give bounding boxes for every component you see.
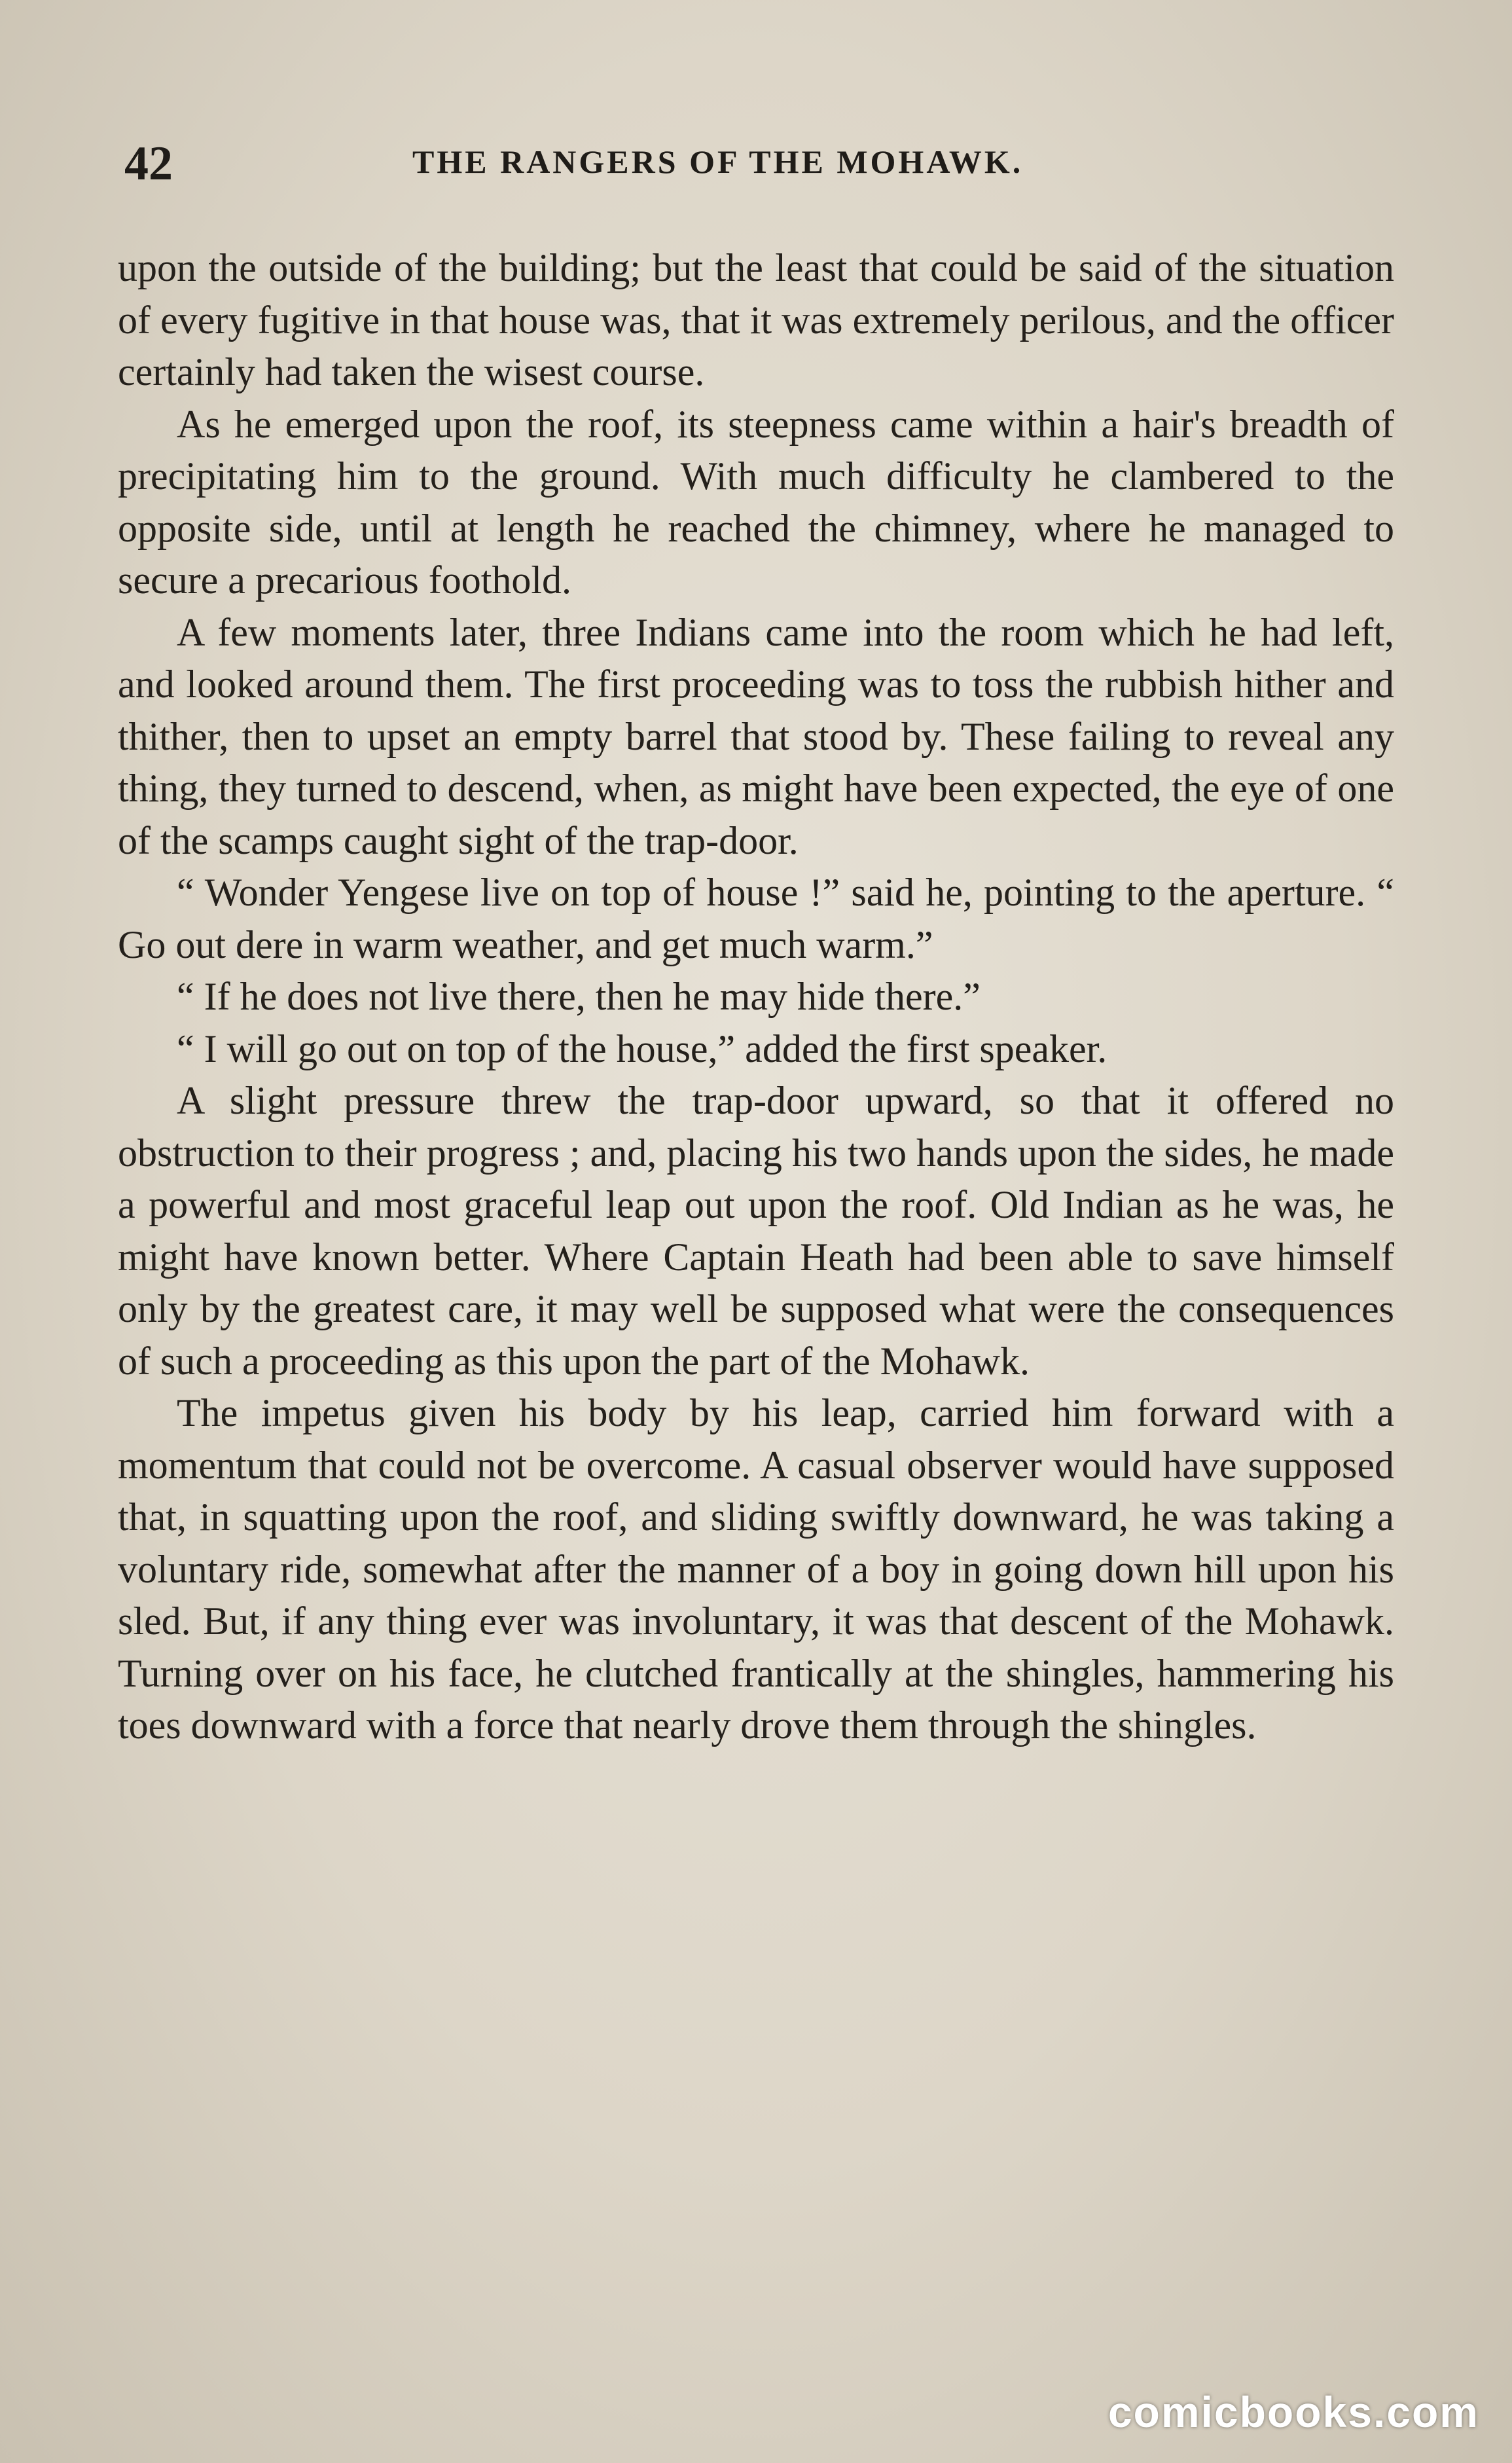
paragraph-4: “ Wonder Yengese live on top of house !” said he, pointing to the aperture. “ Go out dere in warm weather, and get much warm.”: [118, 871, 1394, 966]
paragraph-8: The impetus given his body by his leap, carried him forward with a momentum that could not be overcome. A casual observer would have supposed that, in squatting upon the roof, and sliding swiftly downward, he was taking a voluntary ride, somewhat after the manner of a boy in going down hill upon his sled. But, if any thing ever was involuntary, it was that descent of the Mohawk. Turning over on his face, he clutched frantically at the shingles, hammering his toes downward with a force that nearly drove them through the shingles.: [118, 1391, 1394, 1747]
paragraph-2: As he emerged upon the roof, its steepness came within a hair's breadth of precipitating him to the ground. With much difficulty he clambered to the opposite side, until at length he reached the chimney, where he managed to secure a precarious foothold.: [118, 402, 1394, 602]
paragraph-3: A few moments later, three Indians came into the room which he had left, and looked around them. The first proceeding was to toss the rubbish hither and thither, then to upset an empty barrel that stood by. These failing to reveal any thing, they turned to descend, when, as might have been expected, the eye of one of the scamps caught sight of the trap-door.: [118, 610, 1394, 862]
body-text: [118, 242, 1394, 1752]
paragraph-5: “ If he does not live there, then he may hide there.”: [177, 975, 981, 1018]
paragraph-6: “ I will go out on top of the house,” added the first speaker.: [177, 1027, 1107, 1070]
page-number: 42: [124, 137, 173, 191]
page-header: [124, 136, 1388, 189]
watermark: comicbooks.com: [1107, 2388, 1479, 2436]
running-head: THE RANGERS OF THE MOHAWK.: [412, 143, 1024, 180]
paragraph-7: A slight pressure threw the trap-door upward, so that it offered no obstruction to their progress ; and, placing his two hands upon the sides, he made a powerful and most graceful leap out upon the roof. Old Indian as he was, he might have known better. Where Captain Heath had been able to save himself only by the greatest care, it may well be supposed what were the consequences of such a proceeding as this upon the part of the Mohawk.: [118, 1079, 1394, 1383]
paragraph-1: upon the outside of the building; but the least that could be said of the situation of every fugitive in that house was, that it was extremely perilous, and the officer certainly had taken the wisest course.: [118, 246, 1394, 393]
